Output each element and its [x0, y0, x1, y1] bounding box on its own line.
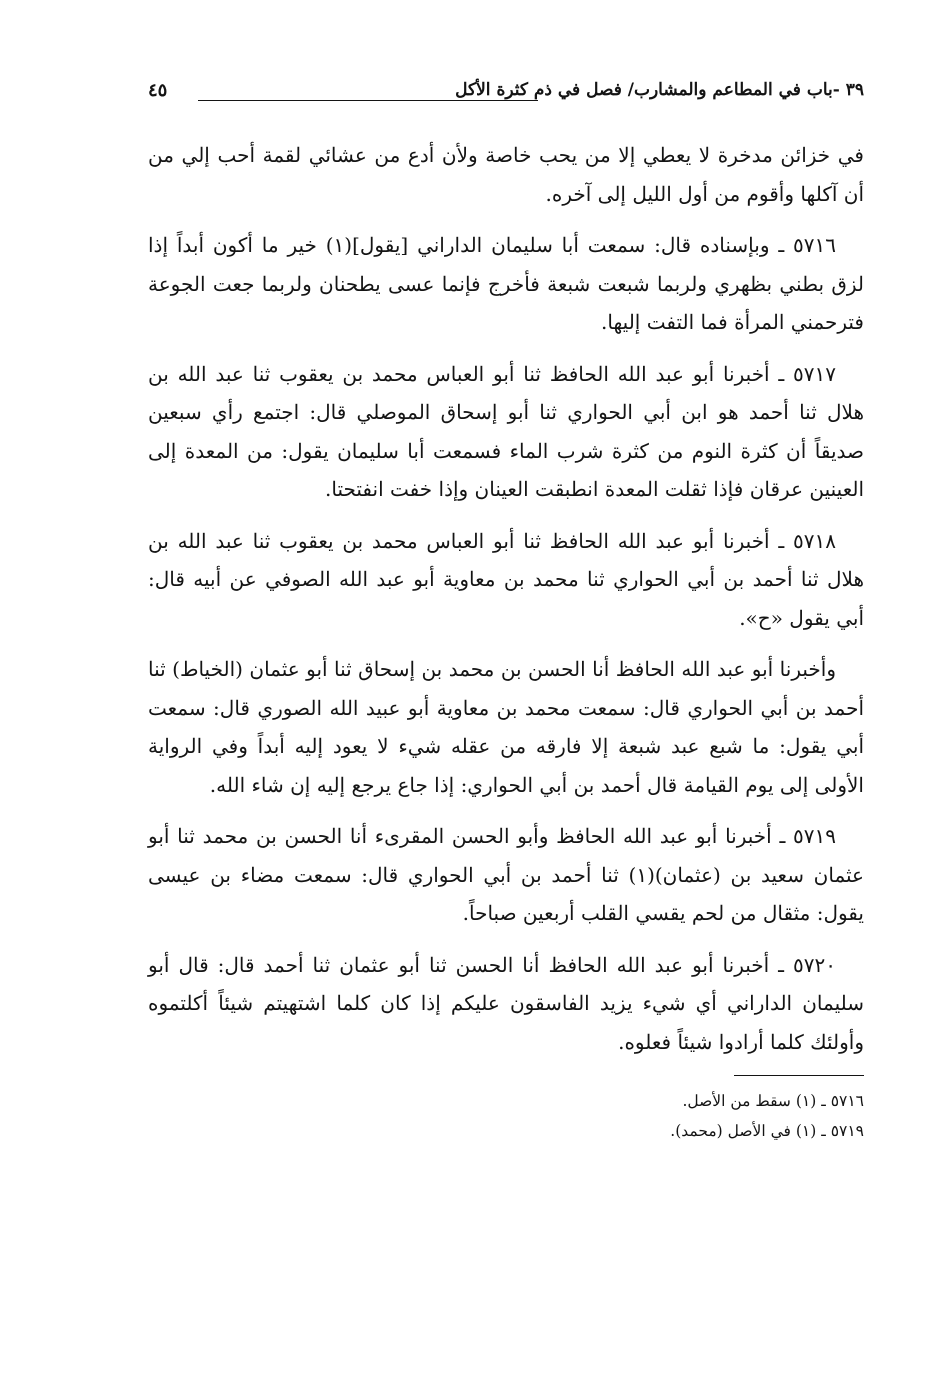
footnote: ٥٧١٩ ـ (١) في الأصل (محمد).: [670, 1122, 864, 1140]
paragraph-5720: ٥٧٢٠ ـ أخبرنا أبو عبد الله الحافظ أنا الحسن ثنا أبو عثمان ثنا أحمد قال: قال أبو سليمان الداراني أي شيء يزيد الفاسقون عليكم إذا كان كلما اشتهيتم شيئاً أكلتموه وأولئك كلما أرادوا شيئاً فعلوه.: [148, 952, 864, 1054]
paragraph-wa-akhbarana: وأخبرنا أبو عبد الله الحافظ أنا الحسن بن محمد بن إسحاق ثنا أبو عثمان (الخياط) ثنا أحمد بن أبي الحواري قال: سمعت محمد بن معاوية أبو عبيد الله الصوري قال: سمعت أبي يقول: ما شبع عبد شبعة إلا فارقه من عقله شيء لا يعود إليه أبداً وفي الرواية الأولى إلى يوم القيامة قال أحمد بن أبي الحواري: إذا جاع يرجع إليه إن شاء الله.: [148, 657, 865, 797]
paragraph: في خزائن مدخرة لا يعطي إلا من يحب خاصة ولأن أدع من عشائي لقمة أحب إلي من أن آكلها وأقوم من أول الليل إلى آخره.: [148, 143, 864, 206]
page-number: ٤٥: [148, 80, 168, 101]
header-rule: [198, 100, 538, 101]
paragraph-5716: ٥٧١٦ ـ وبإسناده قال: سمعت أبا سليمان الداراني [يقول](١) خير ما أكون أبداً إذا لزق بطني بظهري ولربما شبعت شبعة فأخرج فإنما عسى يطحنان ولربما جعت الجوعة فترحمني المرأة فما التفت إليها.: [148, 233, 864, 334]
body-text: [148, 136, 864, 1061]
book-page: [148, 70, 864, 1270]
page-header: [148, 70, 864, 114]
paragraph-5719: ٥٧١٩ ـ أخبرنا أبو عبد الله الحافظ وأبو الحسن المقرىء أنا الحسن بن محمد ثنا أبو عثمان سعيد بن (عثمان)(١) ثنا أحمد بن أبي الحواري قال: سمعت مضاء بن عيسى يقول: مثقال من لحم يقسي القلب أربعين صباحاً.: [148, 824, 864, 925]
paragraph-5717: ٥٧١٧ ـ أخبرنا أبو عبد الله الحافظ ثنا أبو العباس محمد بن يعقوب ثنا عبد الله بن هلال ثنا أحمد هو ابن أبي الحواري ثنا أبو إسحاق الموصلي قال: اجتمع رأي سبعين صديقاً أن كثرة النوم من كثرة شرب الماء فسمعت أبا سليمان يقول: من المعدة إلى العينين عرقان فإذا ثقلت المعدة انطبقت العينان وإذا خفت انفتحتا.: [148, 361, 864, 501]
footnote-rule: [734, 1075, 864, 1076]
running-head: ٣٩ -باب في المطاعم والمشارب/ فصل في ذم كثرة الأكل: [455, 80, 864, 100]
paragraph-5718: ٥٧١٨ ـ أخبرنا أبو عبد الله الحافظ ثنا أبو العباس محمد بن يعقوب ثنا عبد الله بن هلال ثنا أحمد بن أبي الحواري ثنا محمد بن معاوية أبو عبد الله الصوفي عن أبيه قال: أبي يقول «ح».: [148, 528, 864, 630]
footnote: ٥٧١٦ ـ (١) سقط من الأصل.: [682, 1092, 864, 1110]
footnotes: [148, 1086, 864, 1146]
